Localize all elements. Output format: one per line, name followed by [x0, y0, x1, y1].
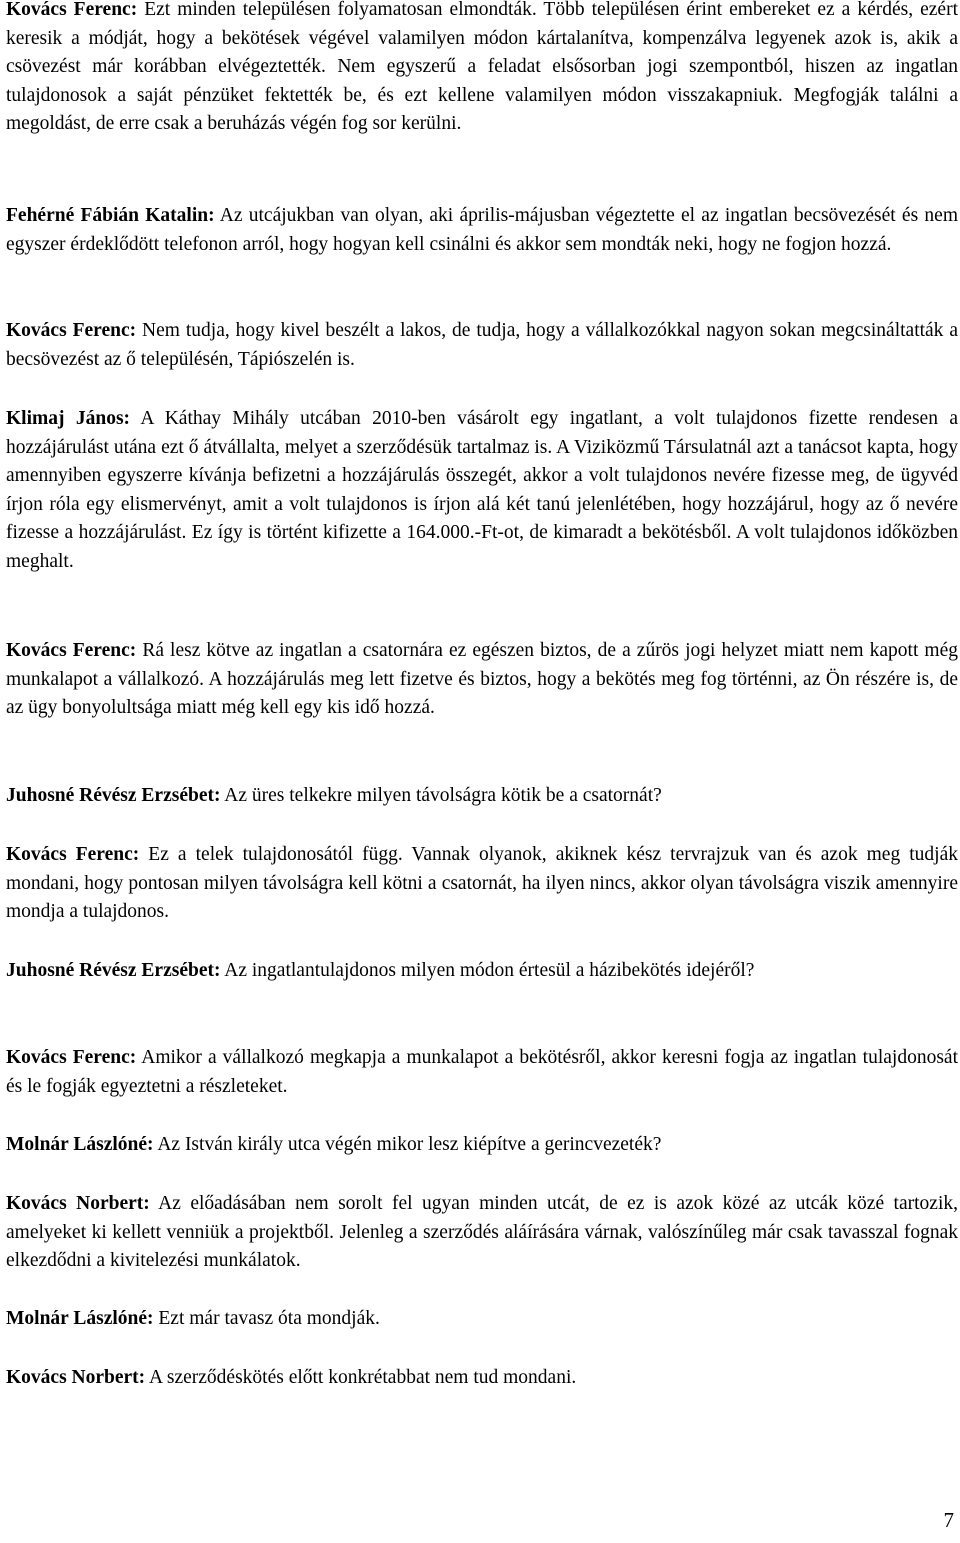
- minutes-entry: [6, 1190, 958, 1276]
- speaker-name: Juhosné Révész Erzsébet:: [6, 785, 221, 806]
- minutes-entry: [6, 782, 958, 811]
- minutes-entry: [6, 1305, 958, 1334]
- entry-text: Ezt már tavasz óta mondják.: [158, 1308, 380, 1329]
- minutes-entry: [6, 1044, 958, 1101]
- speaker-name: Molnár Lászlóné:: [6, 1134, 154, 1155]
- speaker-name: Kovács Ferenc:: [6, 640, 137, 661]
- minutes-entry: [6, 841, 958, 927]
- document-page: [6, 0, 958, 1543]
- page-number: 7: [943, 1508, 954, 1532]
- minutes-entry: [6, 1131, 958, 1160]
- minutes-entry: [6, 0, 958, 139]
- speaker-name: Molnár Lászlóné:: [6, 1308, 154, 1329]
- speaker-name: Kovács Ferenc:: [6, 0, 138, 20]
- minutes-entry: [6, 957, 958, 986]
- entry-text: A Káthay Mihály utcában 2010-ben vásárolt egy ingatlant, a volt tulajdonos fizette rendesen a hozzájárulást utána ezt ő átvállalta, melyet a szerződésük tartalmaz is. A Viziközmű Társulatnál azt a tanácsot kapta, hogy amennyiben egyszerre kívánja befizetni a hozzájárulás összegét, akkor a volt tulajdonos nevére fizesse meg, de ügyvéd írjon róla egy elismervényt, amit a volt tulajdonos is írjon alá két tanú jelenlétében, hogy hozzájárul, hogy az ő nevére fizesse a hozzájárulást. Ez így is történt kifizette a 164.000.-Ft-ot, de kimaradt a bekötésből. A volt tulajdonos időközben meghalt.: [6, 408, 958, 572]
- entry-text: Ezt minden településen folyamatosan elmondták. Több településen érint embereket ez a kérdés, ezért keresik a módját, hogy a bekötések végével valamilyen módon kártalanítva, kompenzálva legyenek azok is, akik a csövezést már korábban elvégeztették. Nem egyszerű a feladat elsősorban jogi szempontból, hiszen az ingatlan tulajdonosok a saját pénzüket fektették be, és ezt kellene valamilyen módon visszakapniuk. Megfogják találni a megoldást, de erre csak a beruházás végén fog sor kerülni.: [6, 0, 958, 135]
- entry-text: Az István király utca végén mikor lesz kiépítve a gerincvezeték?: [157, 1134, 662, 1155]
- speaker-name: Kovács Ferenc:: [6, 1047, 137, 1068]
- speaker-name: Kovács Norbert:: [6, 1367, 146, 1388]
- speaker-name: Fehérné Fábián Katalin:: [6, 205, 215, 226]
- entry-text: Az előadásában nem sorolt fel ugyan minden utcát, de ez is azok közé az utcák közé tartozik, amelyeket ki kellett venniük a projektből. Jelenleg a szerződés aláírására várnak, valószínűleg már csak tavasszal fognak elkezdődni a kivitelezési munkálatok.: [6, 1193, 958, 1272]
- minutes-entry: [6, 1364, 958, 1393]
- minutes-entry: [6, 317, 958, 374]
- entry-text: Az ingatlantulajdonos milyen módon értesül a házibekötés idejéről?: [224, 960, 755, 981]
- speaker-name: Kovács Norbert:: [6, 1193, 150, 1214]
- speaker-name: Kovács Ferenc:: [6, 320, 137, 341]
- entry-text: Ez a telek tulajdonosától függ. Vannak olyanok, akiknek kész tervrajzuk van és azok meg tudják mondani, hogy pontosan milyen távolságra kell kötni a csatornát, ha ilyen nincs, akkor olyan távolságra viszik amennyire mondja a tulajdonos.: [6, 844, 958, 923]
- speaker-name: Klimaj János:: [6, 408, 131, 429]
- entry-text: Nem tudja, hogy kivel beszélt a lakos, de tudja, hogy a vállalkozókkal nagyon sokan megcsináltatták a becsövezést az ő településén, Tápiószelén is.: [6, 320, 959, 370]
- entry-text: Az utcájukban van olyan, aki április-májusban végeztette el az ingatlan becsövezését és nem egyszer érdeklődött telefonon arról, hogy hogyan kell csinálni és akkor sem mondták neki, hogy ne fogjon hozzá.: [6, 205, 959, 255]
- minutes-entry: [6, 405, 958, 577]
- entry-text: Amikor a vállalkozó megkapja a munkalapot a bekötésről, akkor keresni fogja az ingatlan tulajdonosát és le fogják egyeztetni a részleteket.: [6, 1047, 958, 1097]
- entry-text: A szerződéskötés előtt konkrétabbat nem tud mondani.: [148, 1367, 577, 1388]
- entry-text: Rá lesz kötve az ingatlan a csatornára ez egészen biztos, de a zűrös jogi helyzet miatt nem kapott még munkalapot a vállalkozó. A hozzájárulás meg lett fizetve és biztos, hogy a bekötés meg fog történni, az Ön részére is, de az ügy bonyolultsága miatt még kell egy kis idő hozzá.: [6, 640, 958, 719]
- minutes-entry: [6, 202, 958, 259]
- speaker-name: Kovács Ferenc:: [6, 844, 140, 865]
- entry-text: Az üres telkekre milyen távolságra kötik be a csatornát?: [224, 785, 662, 806]
- minutes-entry: [6, 637, 958, 723]
- speaker-name: Juhosné Révész Erzsébet:: [6, 960, 221, 981]
